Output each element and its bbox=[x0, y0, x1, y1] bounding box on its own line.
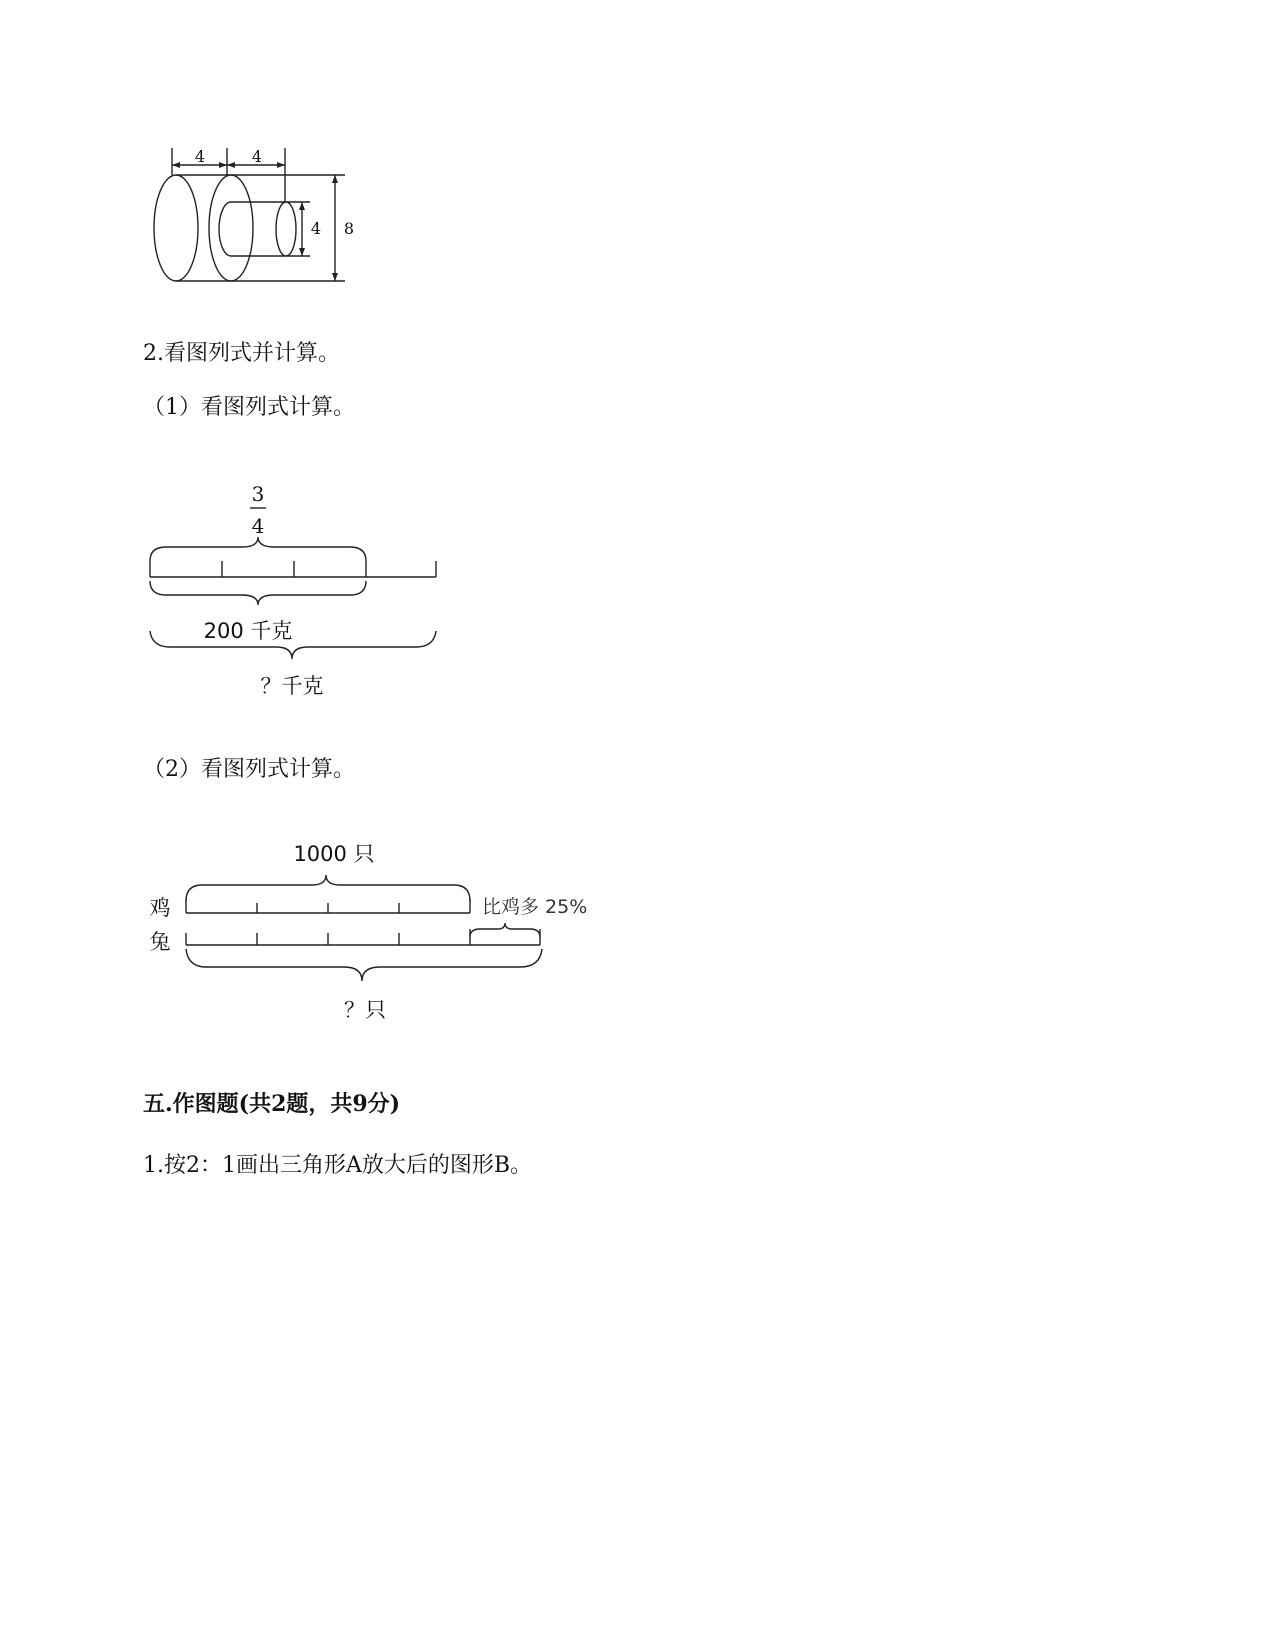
section-5-title: 五.作图题(共2题，共9分) bbox=[143, 1091, 401, 1117]
dim-top-right: 4 bbox=[251, 147, 263, 166]
section-5-question-1: 1.按2：1画出三角形A放大后的图形B。 bbox=[143, 1153, 533, 1178]
weight-line-diagram bbox=[140, 475, 450, 705]
more-than-chicken-label: 比鸡多 25% bbox=[482, 896, 588, 918]
unknown-weight-label: ？千克 bbox=[260, 674, 324, 698]
fraction-denominator: 4 bbox=[251, 514, 265, 538]
unknown-rabbit-label: ？只 bbox=[344, 998, 386, 1022]
fraction-numerator: 3 bbox=[251, 482, 265, 506]
known-weight-label: 200 千克 bbox=[203, 619, 293, 643]
question-2-part-1: （1）看图列式计算。 bbox=[143, 395, 355, 420]
cylinder-figure bbox=[140, 140, 370, 300]
dim-outer-diameter: 8 bbox=[343, 219, 355, 238]
dim-top-left: 4 bbox=[194, 147, 206, 166]
rabbit-label: 兔 bbox=[149, 930, 171, 954]
chicken-label: 鸡 bbox=[149, 896, 171, 920]
dim-inner-diameter: 4 bbox=[310, 219, 322, 238]
question-2-title: 2.看图列式并计算。 bbox=[143, 341, 340, 366]
chicken-total-label: 1000 只 bbox=[293, 842, 375, 866]
question-2-part-2: （2）看图列式计算。 bbox=[143, 757, 355, 782]
chicken-rabbit-diagram bbox=[140, 835, 590, 1035]
